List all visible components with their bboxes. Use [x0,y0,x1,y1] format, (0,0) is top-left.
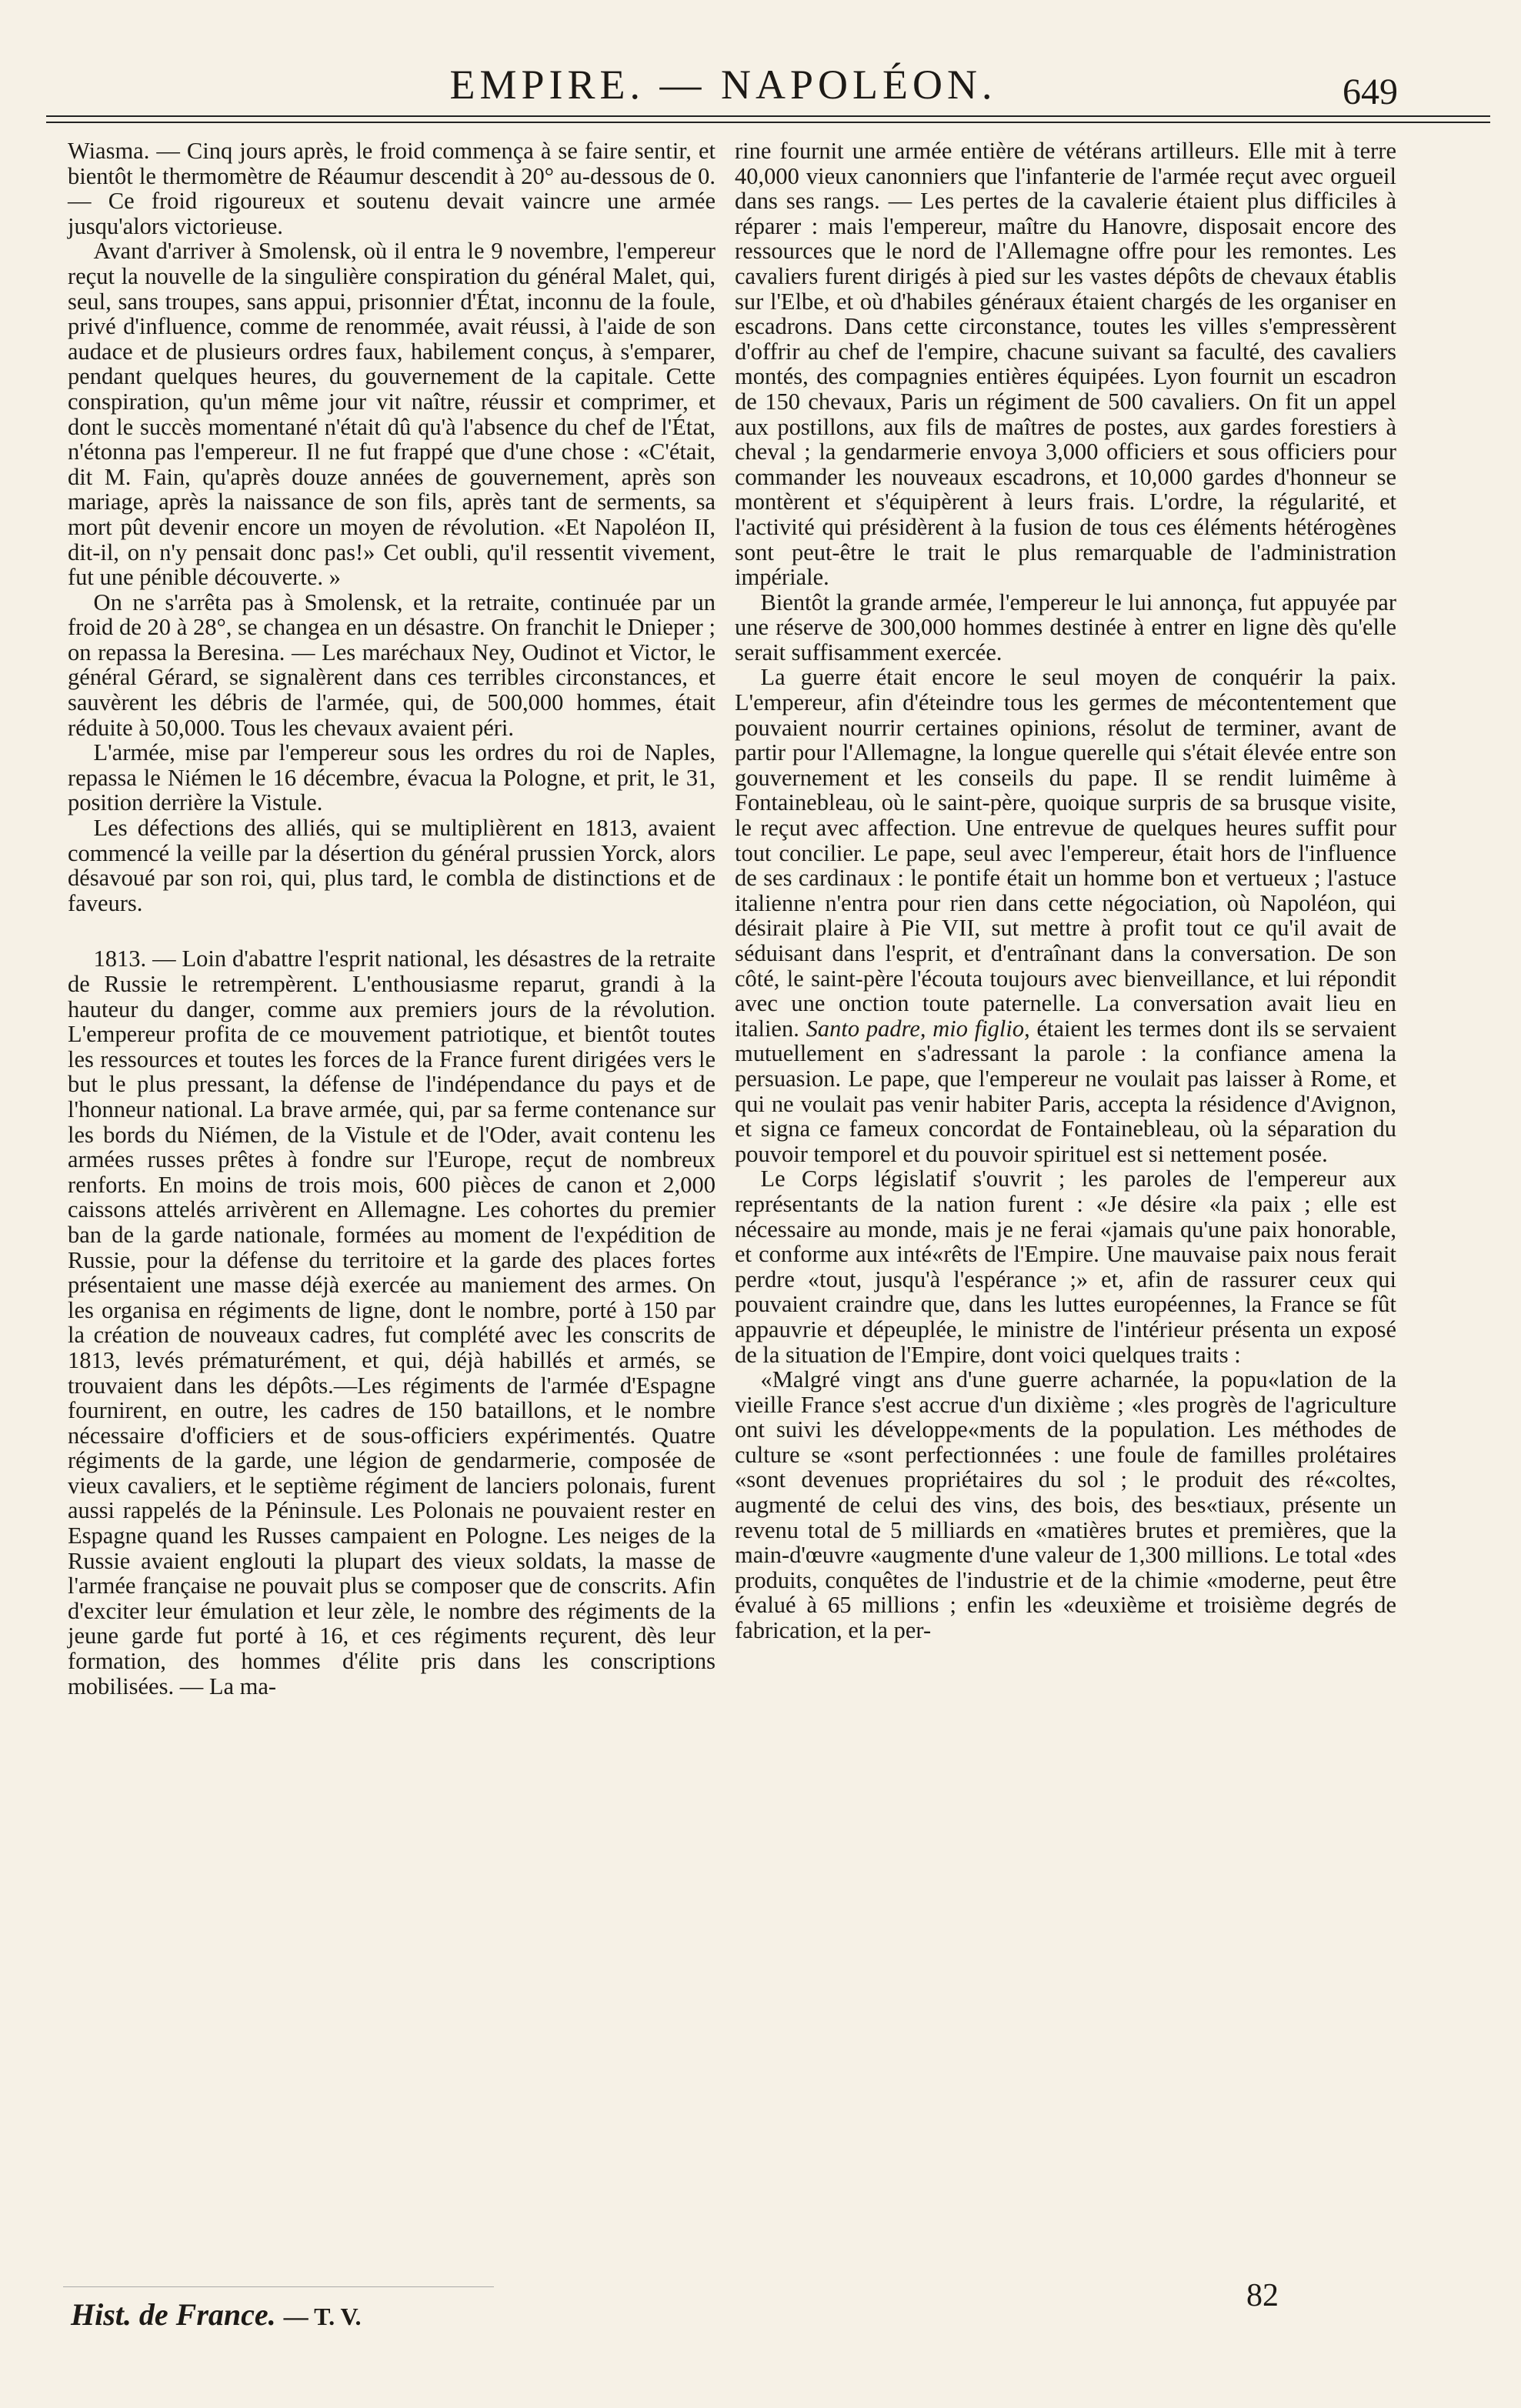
page-title: EMPIRE. — NAPOLÉON. [449,62,997,108]
footer-rule [63,2286,494,2287]
left-column [68,138,715,1699]
paragraph-text-continued: étaient les termes dont ils se servaient mutuellement en s'adressant la parole : la confiance amena la persuasion. Le pape, que l'empereur ne voulait pas laisser à Rome, et qui ne voulait pas venir habiter Paris, accepta la résidence d'Avignon, et signa ce fameux concordat de Fontainebleau, où la séparation du pouvoir temporel et du pouvoir spirituel est si nettement posée. [735,1015,1396,1167]
paragraph-1813: 1813. — Loin d'abattre l'esprit national, les désastres de la retraite de Russie le retrempèrent. L'enthousiasme reparut, grandi à la hauteur du danger, comme aux premiers jours de la révolution. L'empereur profita de ce mouvement patriotique, et bientôt toutes les ressources et toutes les forces de la France furent dirigées vers le but le plus pressant, la défense de l'indépendance du pays et de l'honneur national. La brave armée, qui, par sa ferme contenance sur les bords du Niémen, de la Vistule et de l'Oder, avait contenu les armées russes prêtes à fondre sur l'Europe, reçut de nombreux renforts. En moins de trois mois, 600 pièces de canon et 2,000 caissons attelés arrivèrent en Allemagne. Les cohortes du premier ban de la garde nationale, formées au moment de l'expédition de Russie, pour la défense du territoire et la garde des places fortes présentaient une masse déjà exercée au maniement des armes. On les organisa en régiments de ligne, dont le nombre, porté à 150 par la création de nouveaux cadres, fut complété avec les conscrits de 1813, levés prématurément, et qui, déjà habillés et armés, se trouvaient dans les dépôts.—Les régiments de l'armée d'Espagne fournirent, en outre, les cadres de 150 bataillons, et le nombre nécessaire d'officiers et de sous-officiers expérimentés. Quatre régiments de la garde, une légion de gendarmerie, composée de vieux cavaliers, et le septième régiment de lanciers polonais, furent aussi rappelés de la Péninsule. Les Polonais ne pouvaient rester en Espagne quand les Russes campaient en Pologne. Les neiges de la Russie avaient englouti la plupart des vieux soldats, la masse de l'armée française ne pouvait plus se composer que de conscrits. Afin d'exciter leur émulation et leur zèle, le nombre des régiments de la jeune garde fut porté à 16, et ces régiments reçurent, dès leur formation, des hommes d'élite pris dans les conscriptions mobilisées. — La ma- [68,946,715,1699]
italic-phrase: Santo padre, mio figlio, [806,1015,1030,1042]
book-title: Hist. de France. [71,2297,276,2332]
paragraph: Le Corps législatif s'ouvrit ; les paroles de l'empereur aux représentants de la nation furent : «Je désire «la paix ; elle est nécessaire au monde, mais je ne ferai «jamais qu'une paix honorable, et conforme aux inté«rêts de l'Empire. Une mauvaise paix nous ferait perdre «tout, jusqu'à l'espérance ;» et, afin de rassurer ceux qui pouvaient craindre que, dans les luttes européennes, la France se fût appauvrie et dépeuplée, le ministre de l'intérieur présenta un exposé de la situation de l'Empire, dont voici quelques traits : [735,1166,1396,1368]
paragraph: Avant d'arriver à Smolensk, où il entra le 9 novembre, l'empereur reçut la nouvelle de la singulière conspiration du général Malet, qui, seul, sans troupes, sans appui, prisonnier d'État, inconnu de la foule, privé d'influence, comme de renommée, avait réussi, à l'aide de son audace et de plusieurs ordres faux, habilement conçus, à s'emparer, pendant quelques heures, du gouvernement de la capitale. Cette conspiration, qu'un même jour vit naître, réussir et comprimer, et dont le succès momentané n'était dû qu'à l'absence du chef de l'État, n'étonna pas l'empereur. Il ne fut frappé que d'une chose : «C'était, dit M. Fain, qu'après douze années de gouvernement, après son mariage, après la naissance de son fils, après tant de serments, sa mort pût devenir encore un moyen de révolution. «Et Napoléon II, dit-il, on n'y pensait donc pas!» Cet oubli, qu'il ressentit vivement, fut une pénible découverte. » [68,238,715,591]
running-header [0,54,1521,115]
paragraph: L'armée, mise par l'empereur sous les ordres du roi de Naples, repassa le Niémen le 16 décembre, évacua la Pologne, et prit, le 31, position derrière la Vistule. [68,739,715,816]
paragraph-text: La guerre était encore le seul moyen de conquérir la paix. L'empereur, afin d'éteindre tous les germes de mécontentement que pouvaient nourrir certaines opinions, résolut de terminer, avant de partir pour l'Allemagne, la longue querelle qui s'était élevée entre son gouvernement et les conseils du pape. Il se rendit luimême à Fontainebleau, où le saint-père, quoique surpris de sa brusque visite, le reçut avec affection. Une entrevue de quelques heures suffit pour tout concilier. Le pape, seul avec l'empereur, était hors de l'influence de ses cardinaux : le pontife était un homme bon et vertueux ; l'astuce italienne n'entra pour rien dans cette négociation, où Napoléon, qui désirait plaire à Pie VII, sut mettre à profit tout ce qu'il avait de séduisant dans l'esprit, et d'entraînant dans la conversation. De son côté, le saint-père l'écouta toujours avec bienveillance, et lui répondit avec une onction toute paternelle. La conversation avait lieu en italien. [735,664,1396,1042]
paragraph: «Malgré vingt ans d'une guerre acharnée, la popu«lation de la vieille France s'est accrue d'un dixième ; «les progrès de l'agriculture ont suivi les développe«ments de la population. Les méthodes de culture se «sont perfectionnées : une foule de familles prolétaires «sont devenues propriétaires du sol ; le produit des ré«coltes, augmenté de celui des vins, des bois, des bes«tiaux, présente un revenu total de 5 milliards en «matières brutes et premières, que la main-d'œuvre «augmente d'une valeur de 1,300 millions. Le total «des produits, conquêtes de l'industrie et de la chimie «moderne, peut être évalué à 65 millions ; enfin les «deuxième et troisième degrés de fabrication, et la per- [735,1366,1396,1644]
paragraph: On ne s'arrêta pas à Smolensk, et la retraite, continuée par un froid de 20 à 28°, se changea en un désastre. On franchit le Dnieper ; on repassa la Beresina. — Les maréchaux Ney, Oudinot et Victor, le général Gérard, se signalèrent dans ces terribles circonstances, et sauvèrent les débris de l'armée, qui, de 500,000 hommes, était réduite à 50,000. Tous les chevaux avaient péri. [68,589,715,741]
paragraph: Bientôt la grande armée, l'empereur le lui annonça, fut appuyée par une réserve de 300,000 hommes destinée à entrer en ligne dès qu'elle serait suffisamment exercée. [735,589,1396,665]
paragraph: rine fournit une armée entière de vétérans artilleurs. Elle mit à terre 40,000 vieux canonniers que l'infanterie de l'armée reçut avec orgueil dans ses rangs. — Les pertes de la cavalerie étaient plus difficiles à réparer : mais l'empereur, maître du Hanovre, disposait encore des ressources que le nord de l'Allemagne offre pour les remontes. Les cavaliers furent dirigés à pied sur les vastes dépôts de chevaux établis sur l'Elbe, et où d'habiles généraux étaient chargés de les organiser en escadrons. Dans cette circonstance, toutes les villes s'empressèrent d'offrir au chef de l'empire, chacune suivant sa faculté, des cavaliers montés, des compagnies entières équipées. Lyon fournit un escadron de 150 chevaux, Paris un régiment de 500 cavaliers. On fit un appel aux postillons, aux fils de maîtres de postes, aux gardes forestiers à cheval ; la gendarmerie envoya 3,000 officiers et sous officiers pour commander les nouveaux escadrons, et 10,000 gardes d'honneur se montèrent et s'équipèrent à leurs frais. L'ordre, la régularité, et l'activité qui présidèrent à la fusion de tous ces éléments hétérogènes sont peut-être le trait le plus remarquable de l'administration impériale. [735,138,1396,591]
footer-book-title [71,2296,361,2335]
header-rule [46,115,1490,123]
paragraph: Wiasma. — Cinq jours après, le froid commença à se faire sentir, et bientôt le thermomètre de Réaumur descendit à 20° au-dessous de 0. — Ce froid rigoureux et soutenu devait vaincre une armée jusqu'alors victorieuse. [68,138,715,239]
signature-mark: 82 [1246,2278,1279,2313]
right-column [735,138,1396,1643]
paragraph [735,665,1396,1166]
page-number: 649 [1343,72,1398,112]
paragraph: Les défections des alliés, qui se multiplièrent en 1813, avaient commencé la veille par la désertion du général prussien Yorck, alors désavoué par son roi, qui, plus tard, le combla de distinctions et de faveurs. [68,815,715,916]
volume-number: — T. V. [283,2303,362,2330]
